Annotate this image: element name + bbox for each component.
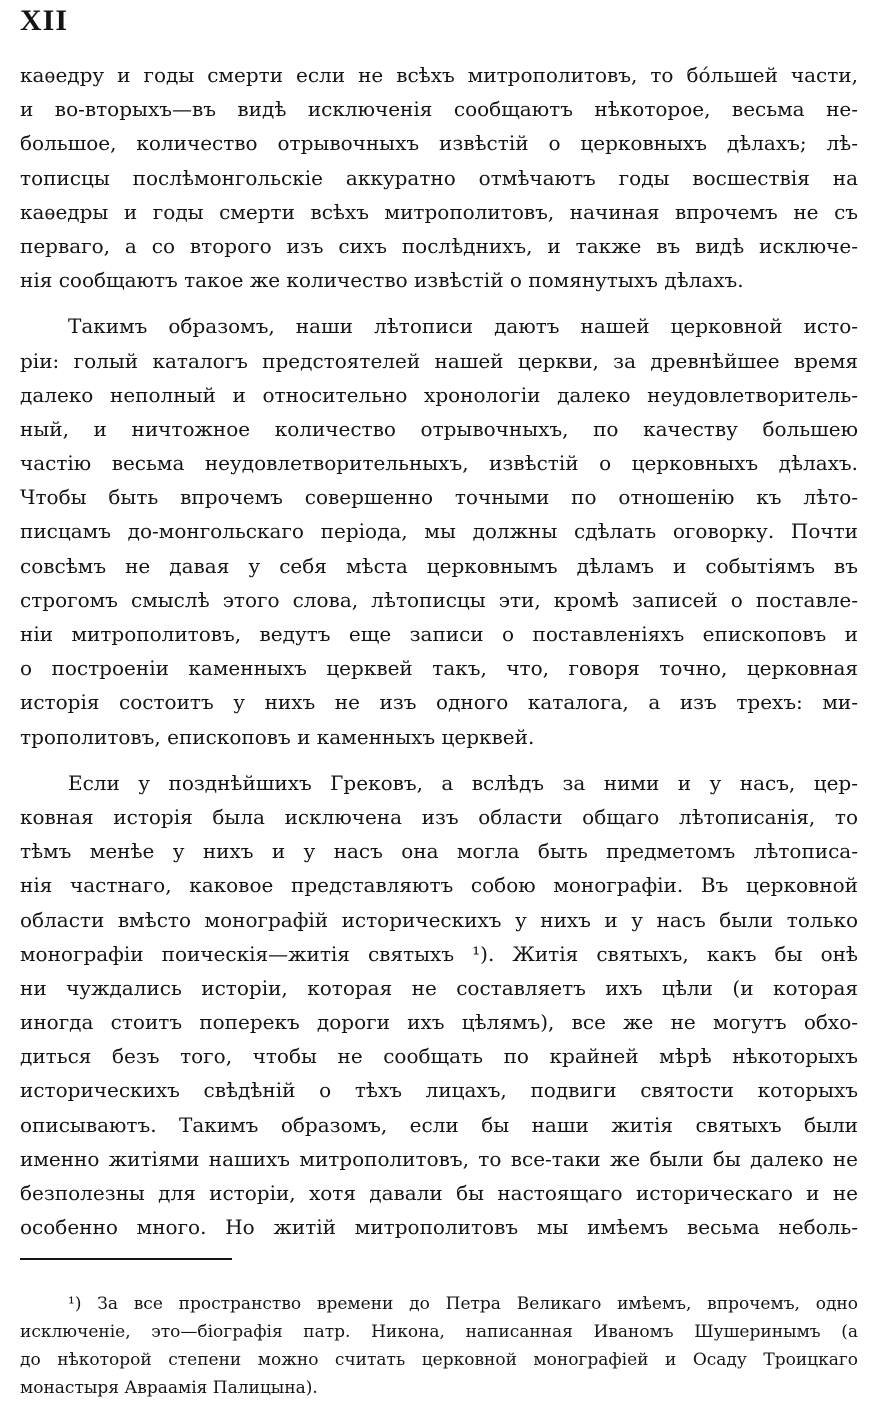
text-line: частію весьма неудовлетворительныхъ, извѣстій о церковныхъ дѣлахъ.	[20, 451, 858, 476]
text-line: совсѣмъ не давая у себя мѣста церковнымъ дѣламъ и событіямъ въ	[20, 553, 858, 578]
text-line: ковная исторія была исключена изъ области общаго лѣтописанія, то	[20, 804, 858, 829]
text-line: строгомъ смыслѣ этого слова, лѣтописцы эти, кромѣ записей о поставле-	[20, 587, 858, 612]
text-line: исторія состоитъ у нихъ не изъ одного каталога, а изъ трехъ: ми-	[20, 690, 858, 715]
text-line: безполезны для исторіи, хотя давали бы настоящаго историческаго и не	[20, 1181, 858, 1205]
text-line: трополитовъ, епископовъ и каменныхъ церквей.	[20, 724, 535, 749]
text-line: каѳедру и годы смерти если не всѣхъ митрополитовъ, то бо́льшей части,	[20, 63, 858, 87]
text-line: монографіи поическія—житія святыхъ ¹). Житія святыхъ, какъ бы онѣ	[20, 941, 858, 966]
footnote-line: до нѣкоторой степени можно считать церковной монографіей и Осаду Троицкаго	[20, 1350, 858, 1370]
text-line: и во-вторыхъ—въ видѣ исключенія сообщаютъ нѣкоторое, весьма не-	[20, 97, 858, 122]
page-number: XII	[20, 4, 69, 37]
text-line: Такимъ образомъ, наши лѣтописи даютъ нашей церковной исто-	[68, 314, 858, 339]
paragraph-3	[20, 766, 858, 1245]
text-line: диться безъ того, чтобы не сообщать по крайней мѣрѣ нѣкоторыхъ	[20, 1044, 858, 1069]
text-line: нія частнаго, каковое представляютъ собою монографіи. Въ церковной	[20, 873, 858, 898]
footnote-divider	[20, 1258, 232, 1260]
text-line: историческихъ свѣдѣній о тѣхъ лицахъ, подвиги святости которыхъ	[20, 1078, 858, 1103]
text-line: большое, количество отрывочныхъ извѣстій о церковныхъ дѣлахъ; лѣ-	[20, 131, 858, 156]
paragraph-1	[20, 58, 858, 297]
text-line: иногда стоитъ поперекъ дороги ихъ цѣлямъ), все же не могутъ обхо-	[20, 1010, 858, 1035]
footnote	[20, 1290, 858, 1402]
text-line: нія сообщаютъ такое же количество извѣстій о помянутыхъ дѣлахъ.	[20, 268, 744, 293]
footnote-line: ¹) За все пространство времени до Петра Великаго имѣемъ, впрочемъ, одно	[68, 1294, 858, 1314]
text-line: о построеніи каменныхъ церквей такъ, что, говоря точно, церковная	[20, 656, 858, 681]
text-line: каѳедры и годы смерти всѣхъ митрополитовъ, начиная впрочемъ не съ	[20, 199, 858, 224]
text-line: области вмѣсто монографій историческихъ у нихъ и у насъ были только	[20, 907, 858, 932]
text-line: Чтобы быть впрочемъ совершенно точными по отношенію къ лѣто-	[20, 485, 858, 510]
body-text	[20, 58, 858, 1244]
text-line: именно житіями нашихъ митрополитовъ, то все-таки же были бы далеко не	[20, 1146, 858, 1171]
text-line: тѣмъ менѣе у нихъ и у насъ она могла быть предметомъ лѣтописа-	[20, 839, 858, 864]
text-line: ный, и ничтожное количество отрывочныхъ, по качеству большею	[20, 416, 858, 441]
text-line: ни чуждались исторіи, которая не составляетъ ихъ цѣли (и которая	[20, 975, 858, 1000]
footnote-line: монастыря Авраамія Палицына).	[20, 1378, 318, 1398]
text-line: тописцы послѣмонгольскіе аккуратно отмѣчаютъ годы восшествія на	[20, 165, 858, 190]
paragraph-2	[20, 309, 858, 753]
text-line: далеко неполный и относительно хронологіи далеко неудовлетворитель-	[20, 382, 858, 407]
text-line: ніи митрополитовъ, ведутъ еще записи о поставленіяхъ епископовъ и	[20, 622, 858, 646]
text-line: перваго, а со второго изъ сихъ послѣднихъ, и также въ видѣ исключе-	[20, 233, 858, 258]
text-line: особенно много. Но житій митрополитовъ мы имѣемъ весьма неболь-	[20, 1215, 858, 1240]
text-line: ріи: голый каталогъ предстоятелей нашей церкви, за древнѣйшее время	[20, 348, 858, 373]
text-line: писцамъ до-монгольскаго періода, мы должны сдѣлать оговорку. Почти	[20, 519, 858, 544]
text-line: описываютъ. Такимъ образомъ, если бы наши житія святыхъ были	[20, 1112, 858, 1137]
text-line: Если у позднѣйшихъ Грековъ, а вслѣдъ за ними и у насъ, цер-	[68, 770, 858, 795]
footnote-line: исключеніе, это—біографія патр. Никона, написанная Иваномъ Шушеринымъ (а	[20, 1322, 858, 1342]
